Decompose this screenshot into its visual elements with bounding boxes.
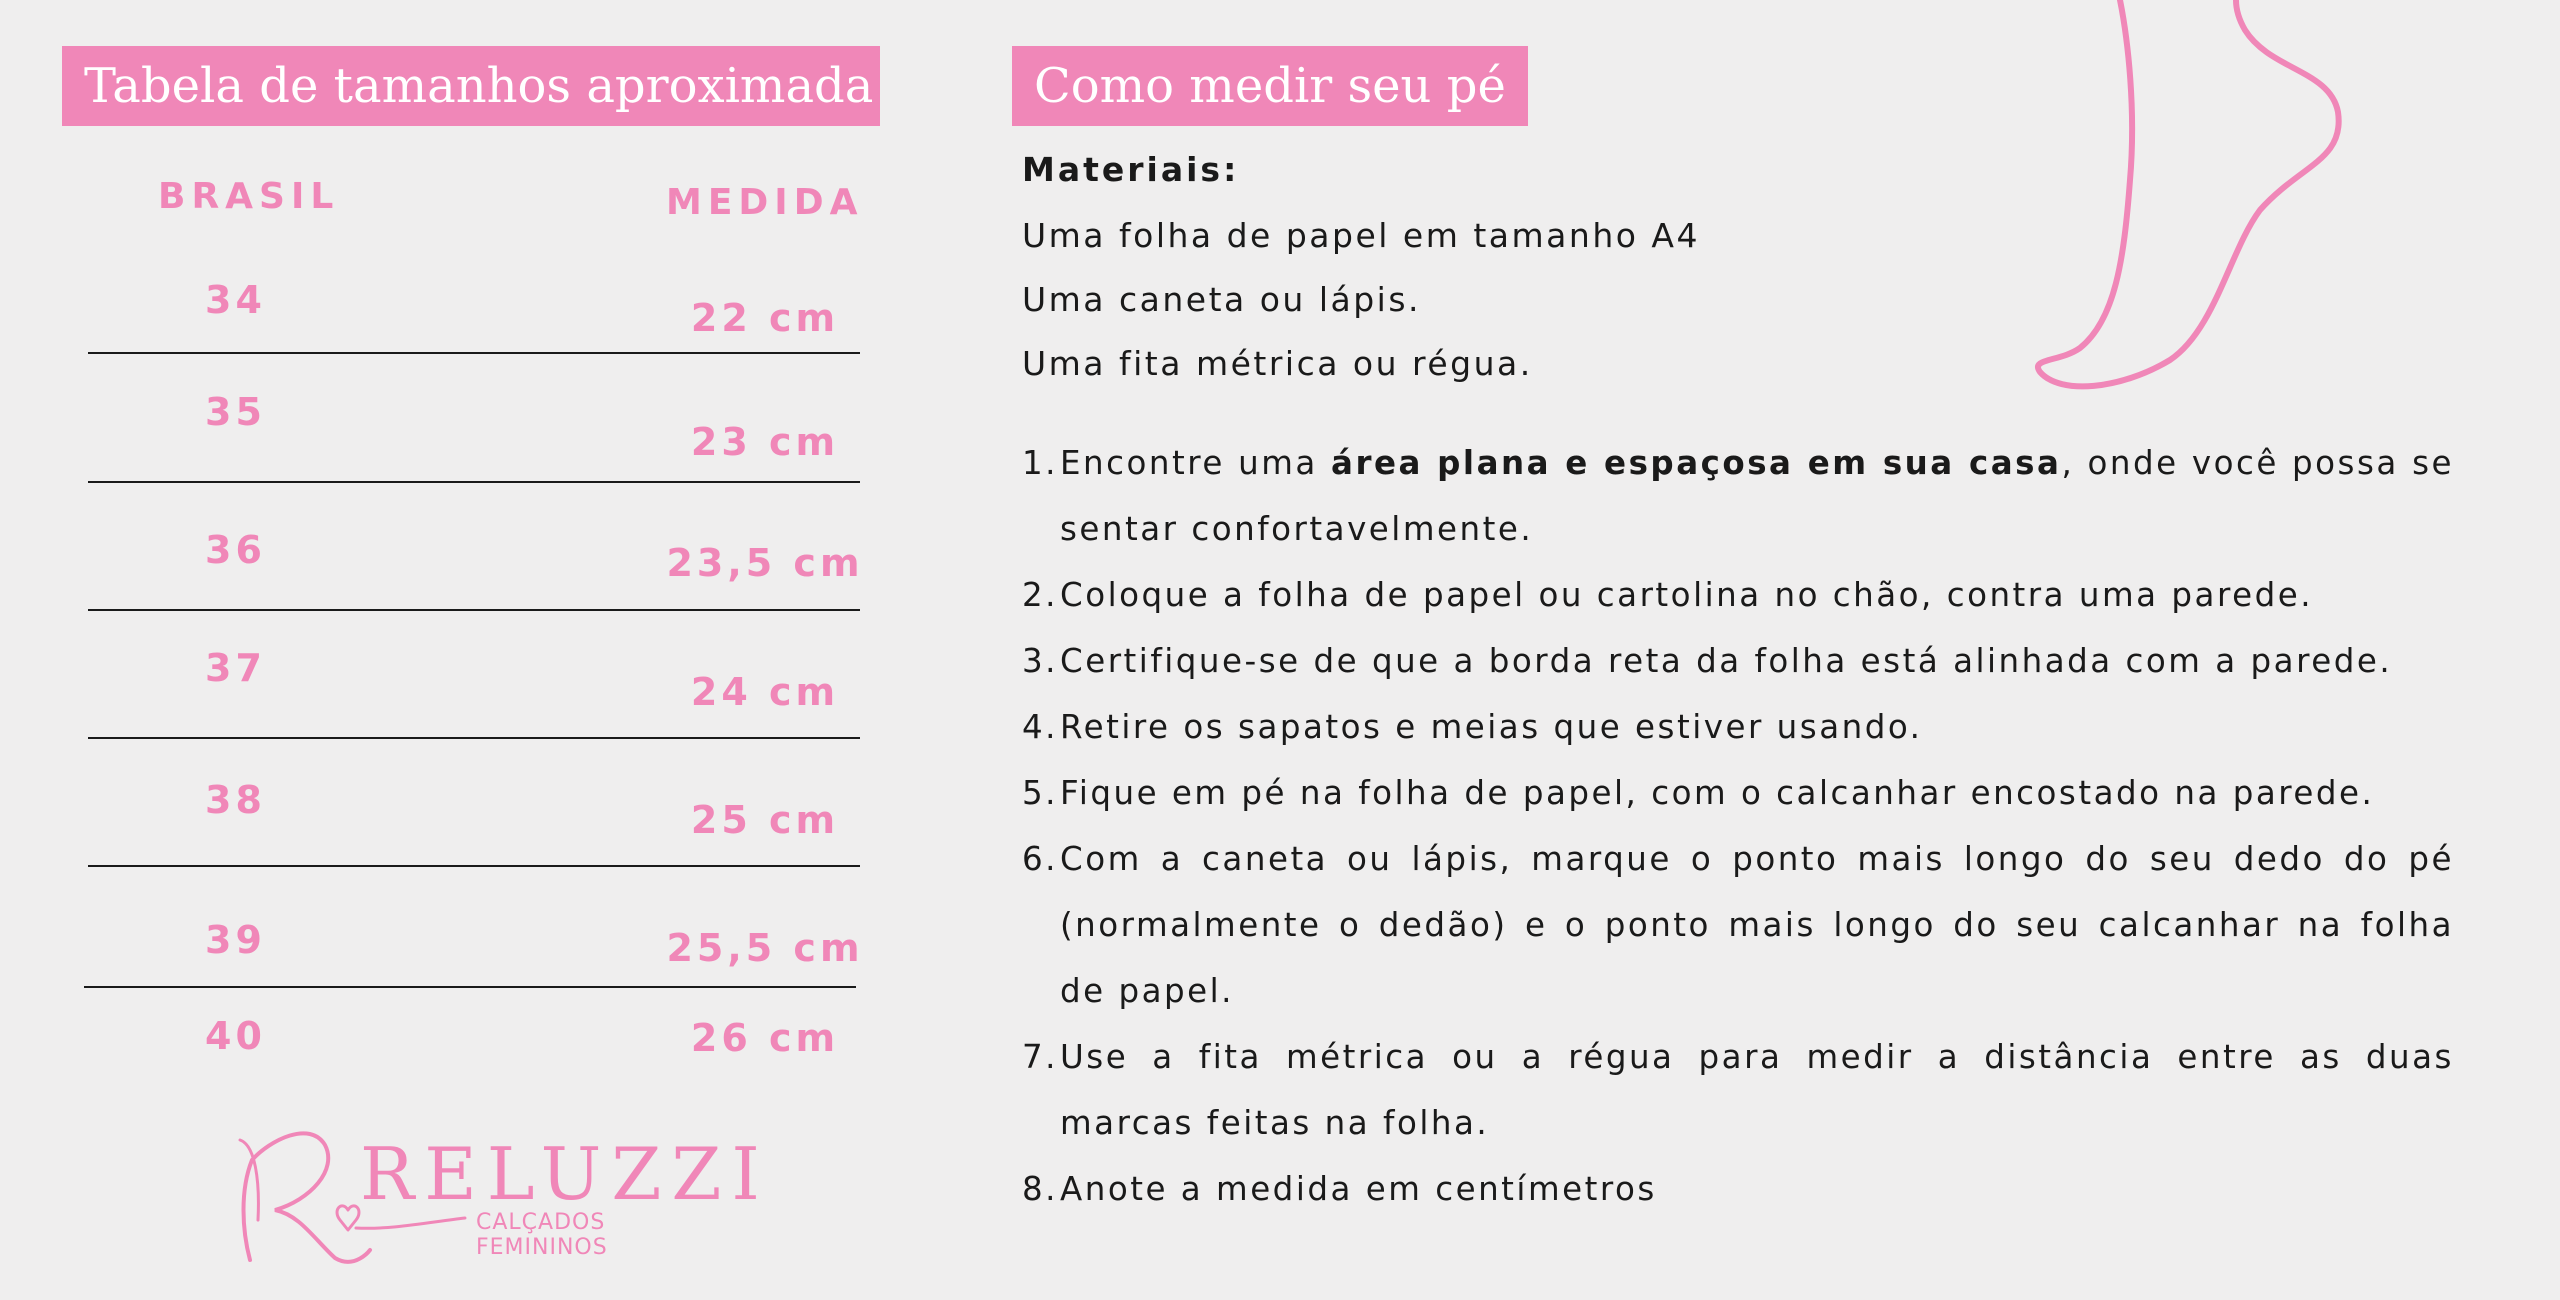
step-number: 6.: [1022, 840, 1059, 878]
heart-icon: [337, 1206, 359, 1230]
measure-value: 25 cm: [690, 798, 840, 842]
logo-wordmark: RELUZZI: [360, 1132, 770, 1216]
step-number: 4.: [1022, 708, 1059, 746]
step-item: [1022, 760, 2454, 826]
step-item: [1022, 826, 2454, 1024]
step-number: 7.: [1022, 1038, 1059, 1076]
step-text: Fique em pé na folha de papel, com o calcanhar encostado na parede.: [1060, 774, 2375, 812]
size-value: 34: [205, 278, 266, 322]
how-to-measure-title: Como medir seu pé: [1012, 46, 1528, 126]
logo-tagline: CALÇADOS FEMININOS: [476, 1210, 608, 1260]
step-number: 8.: [1022, 1170, 1059, 1208]
step-item: [1022, 694, 2454, 760]
size-value: 39: [205, 918, 266, 962]
step-number: 3.: [1022, 642, 1059, 680]
foot-outline-icon: [2000, 0, 2360, 400]
measure-value: 25,5 cm: [666, 926, 864, 970]
step-text: Com a caneta ou lápis, marque o ponto mais longo do seu dedo do pé (normalmente o dedão) e o ponto mais longo do seu calcanhar na folha de papel.: [1060, 840, 2454, 1010]
row-divider: [88, 609, 860, 611]
size-table-title: Tabela de tamanhos aproximada: [62, 46, 880, 126]
measure-value: 22 cm: [690, 296, 840, 340]
measurement-steps: [1022, 430, 2454, 1222]
step-text: Encontre uma área plana e espaçosa em sua casa, onde você possa se sentar confortavelmente.: [1060, 444, 2455, 548]
measure-value: 24 cm: [690, 670, 840, 714]
step-text: Certifique-se de que a borda reta da folha está alinhada com a parede.: [1060, 642, 2393, 680]
step-number: 2.: [1022, 576, 1059, 614]
step-item: [1022, 430, 2454, 562]
measure-value: 26 cm: [690, 1016, 840, 1060]
measure-value: 23,5 cm: [666, 541, 864, 585]
step-text: Coloque a folha de papel ou cartolina no chão, contra uma parede.: [1060, 576, 2314, 614]
step-text: Anote a medida em centímetros: [1060, 1170, 1657, 1208]
column-header-medida: MEDIDA: [666, 182, 864, 223]
size-value: 37: [205, 646, 266, 690]
row-divider: [84, 986, 856, 988]
reluzzi-logo: [230, 1100, 770, 1270]
step-text: Retire os sapatos e meias que estiver usando.: [1060, 708, 1923, 746]
size-value: 40: [205, 1014, 266, 1058]
step-item: [1022, 628, 2454, 694]
row-divider: [88, 352, 860, 354]
row-divider: [88, 865, 860, 867]
materials-item: Uma caneta ou lápis.: [1022, 280, 1422, 319]
step-text: Use a fita métrica ou a régua para medir a distância entre as duas marcas feitas na folha.: [1060, 1038, 2454, 1142]
column-header-brasil: BRASIL: [158, 176, 340, 217]
size-value: 38: [205, 778, 266, 822]
measure-value: 23 cm: [690, 420, 840, 464]
size-value: 36: [205, 528, 266, 572]
size-value: 35: [205, 390, 266, 434]
step-number: 5.: [1022, 774, 1059, 812]
materials-heading: Materiais:: [1022, 150, 1240, 189]
step-emphasis: área plana e espaçosa em sua casa: [1331, 444, 2062, 482]
step-item: [1022, 1156, 2454, 1222]
materials-item: Uma folha de papel em tamanho A4: [1022, 216, 1700, 255]
row-divider: [88, 737, 860, 739]
materials-item: Uma fita métrica ou régua.: [1022, 344, 1533, 383]
step-item: [1022, 1024, 2454, 1156]
row-divider: [88, 481, 860, 483]
step-number: 1.: [1022, 444, 1059, 482]
step-item: [1022, 562, 2454, 628]
